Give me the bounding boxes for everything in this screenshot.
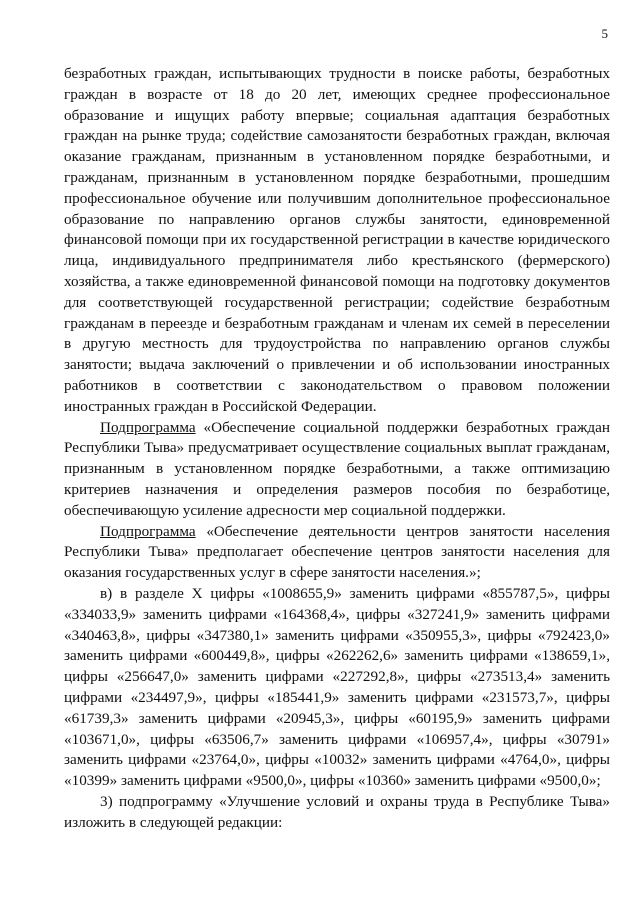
paragraph-text: «Обеспечение деятельности центров занятости населения Республики Тыва» предполагает обеспечение центров занятости населения для оказания государственных услуг в сфере занятости населения.»; — [64, 522, 610, 582]
paragraph-employment-measures: безработных граждан, испытывающих трудности в поиске работы, безработных граждан в возрасте от 18 до 20 лет, имеющих среднее профессиональное образование и ищущих работу впервые; социальная адаптация безработных граждан на рынке труда; содействие самозанятости безработных граждан, включая оказание гражданам, признанным в установленном порядке безработными, и гражданам, признанным в установленном порядке безработными, прошедшим профессиональное обучение или получившим дополнительное профессиональное образование по направлению органов службы занятости, единовременной финансовой помощи при их государственной регистрации в качестве юридического лица, индивидуального предпринимателя либо крестьянского (фермерского) хозяйства, а также единовременной финансовой помощи на подготовку документов для соответствующей государственной регистрации; содействие безработным гражданам в переезде и безработным гражданам и членам их семей в переселении в другую местность для трудоустройства по направлению органов службы занятости; выдача заключений о привлечении и об использовании иностранных работников в соответствии с законодательством о правовом положении иностранных граждан в Российской Федерации. — [64, 65, 610, 415]
page-number: 5 — [601, 26, 608, 41]
paragraph-text: «Обеспечение социальной поддержки безработных граждан Республики Тыва» предусматривает осуществление социальных выплат гражданам, признанным в установленном порядке безработными, а также оптимизацию критериев назначения и определения размеров пособия по безработице, обеспечивающую усиление адресности мер социальной поддержки. — [64, 418, 610, 519]
paragraph-section-x-figures: в) в разделе X цифры «1008655,9» заменить цифрами «855787,5», цифры «334033,9» заменить цифрами «164368,4», цифры «327241,9» заменить цифрами «340463,8», цифры «347380,1» заменить цифрами «350955,3», цифры «792423,0» заменить цифрами «600449,8», цифры «262262,6» заменить цифрами «138659,1», цифры «256647,0» заменить цифрами «227292,8», цифры «273513,4» заменить цифрами «234497,9», цифры «185441,9» заменить цифрами «231573,7», цифры «61739,3» заменить цифрами «20945,3», цифры «60195,9» заменить цифрами «103671,0», цифры «63506,7» заменить цифрами «106957,4», цифры «30791» заменить цифрами «23764,0», цифры «10032» заменить цифрами «4764,0», цифры «10399» заменить цифрами «9500,0», цифры «10360» заменить цифрами «9500,0»; — [64, 584, 610, 790]
document-body — [64, 64, 610, 833]
paragraph-labor-safety-subprogram: 3) подпрограмму «Улучшение условий и охраны труда в Республике Тыва» изложить в следующей редакции: — [64, 792, 610, 831]
paragraph-employment-centers-subprogram — [64, 522, 610, 584]
paragraph-social-support-subprogram — [64, 418, 610, 522]
subprogram-link[interactable]: Подпрограмма — [100, 418, 196, 436]
subprogram-link[interactable]: Подпрограмма — [100, 522, 196, 540]
